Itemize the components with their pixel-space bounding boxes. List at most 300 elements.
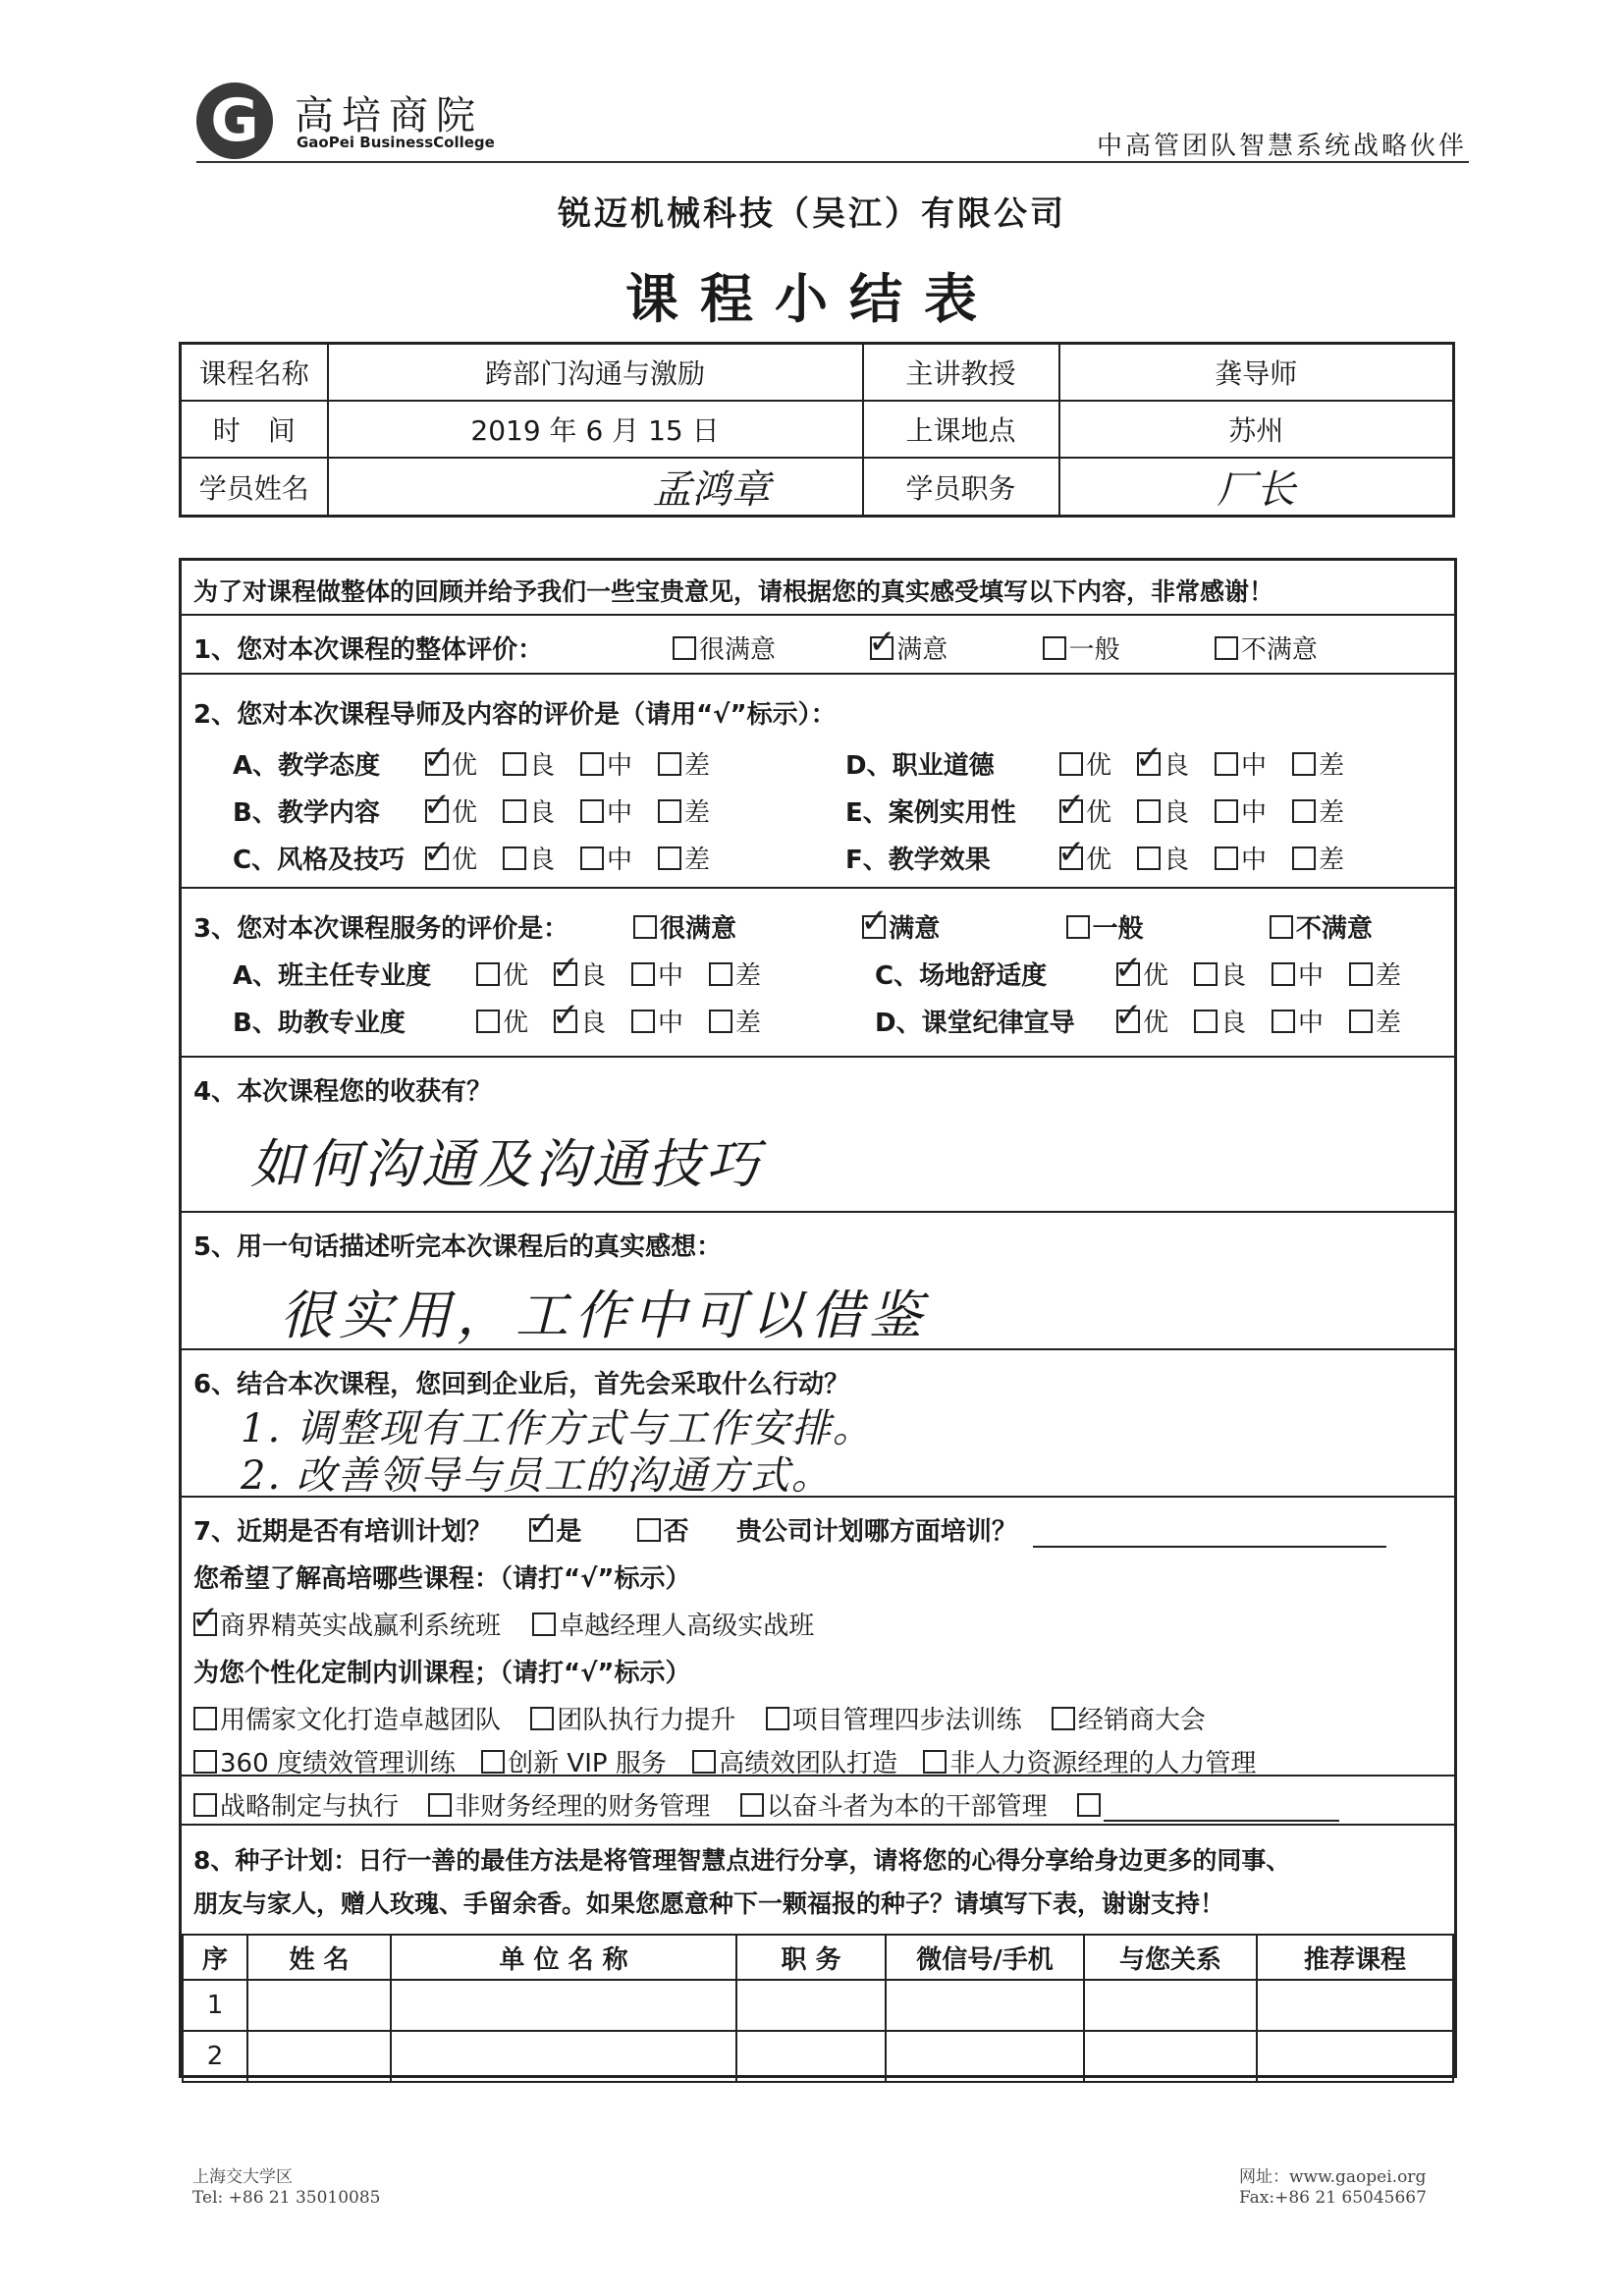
checkbox[interactable]	[1043, 636, 1066, 660]
course-option[interactable]	[532, 1606, 814, 1642]
grade-label: 良	[1220, 1009, 1247, 1038]
survey-form	[179, 558, 1457, 2078]
grade-option[interactable]	[658, 840, 710, 876]
item-label: D、课堂纪律宣导	[875, 1009, 1075, 1038]
teacher-label: 主讲教授	[863, 344, 1059, 402]
q2-item	[845, 745, 1370, 782]
q2-section	[182, 675, 1454, 889]
cell[interactable]	[247, 1980, 391, 2031]
q3-option[interactable]	[862, 908, 940, 945]
cell[interactable]	[1084, 2031, 1257, 2082]
checkbox-checked[interactable]	[554, 962, 577, 986]
grade-option[interactable]	[631, 1003, 683, 1039]
time-label: 时 间	[181, 401, 328, 458]
checkbox[interactable]	[1215, 752, 1238, 776]
place-value[interactable]: 苏州	[1059, 401, 1454, 458]
col-header: 推荐课程	[1257, 1935, 1453, 1980]
option-label: 非财务经理的财务管理	[455, 1792, 711, 1822]
q7-which-blank[interactable]	[1033, 1524, 1386, 1548]
checkbox[interactable]	[1137, 847, 1161, 870]
q2-item	[233, 745, 735, 782]
checkbox[interactable]	[476, 1010, 500, 1033]
checkbox[interactable]	[1137, 799, 1161, 823]
q6-text: 6、结合本次课程，您回到企业后，首先会采取什么行动？	[193, 1370, 850, 1399]
table-row	[181, 458, 1454, 517]
footer-campus: 上海交大学区	[192, 2167, 293, 2187]
name-label: 学员姓名	[181, 458, 328, 517]
checkbox[interactable]	[631, 1010, 655, 1033]
q5-answer[interactable]: 很实用，工作中可以借鉴	[280, 1285, 928, 1346]
item-label: B、教学内容	[233, 798, 380, 828]
option-label: 高绩效团队打造	[719, 1749, 898, 1778]
grade-option[interactable]	[580, 840, 632, 876]
grade-option[interactable]	[503, 793, 555, 829]
checkbox[interactable]	[766, 1707, 789, 1730]
grade-option[interactable]	[580, 745, 632, 782]
q1-section	[182, 616, 1454, 675]
role-value[interactable]: 厂长	[1059, 458, 1454, 517]
table-row	[183, 2031, 1453, 2082]
grade-label: 优	[1086, 846, 1112, 875]
cell[interactable]	[886, 1980, 1084, 2031]
custom-option[interactable]	[193, 1743, 456, 1779]
custom-option-other[interactable]	[1077, 1792, 1339, 1822]
intro-section	[182, 561, 1454, 616]
cell[interactable]	[886, 2031, 1084, 2082]
grade-option[interactable]	[1116, 1003, 1168, 1039]
option-label: 非人力资源经理的人力管理	[949, 1749, 1257, 1778]
header-divider	[196, 161, 1469, 163]
grade-option[interactable]	[1194, 1003, 1246, 1039]
checkbox-checked[interactable]	[1137, 752, 1161, 776]
q3-item	[875, 956, 1427, 992]
grade-label: 优	[503, 1009, 529, 1038]
option-label: 否	[663, 1517, 689, 1547]
checkbox[interactable]	[1349, 962, 1373, 986]
grade-label: 中	[607, 846, 633, 875]
checkbox[interactable]	[658, 799, 681, 823]
custom-option[interactable]	[193, 1700, 501, 1736]
custom-row-3-section	[182, 1777, 1454, 1826]
grade-option[interactable]	[1215, 745, 1267, 782]
checkbox[interactable]	[193, 1793, 217, 1817]
q4-answer[interactable]: 如何沟通及沟通技巧	[250, 1133, 763, 1195]
q4-section	[182, 1058, 1454, 1213]
grade-label: 良	[529, 751, 556, 781]
grade-option[interactable]	[476, 1003, 528, 1039]
grade-label: 差	[735, 961, 762, 991]
page-title: 课程小结表	[625, 268, 999, 330]
grade-option[interactable]	[1059, 840, 1111, 876]
grade-label: 差	[1319, 846, 1345, 875]
option-label: 很满意	[660, 914, 737, 944]
checkbox[interactable]	[580, 847, 604, 870]
checkbox[interactable]	[1292, 752, 1316, 776]
grade-label: 优	[452, 798, 478, 828]
grade-option[interactable]	[709, 1003, 761, 1039]
item-label: C、场地舒适度	[875, 961, 1048, 991]
checkbox[interactable]	[633, 915, 657, 939]
item-label: A、班主任专业度	[233, 961, 432, 991]
checkbox[interactable]	[580, 799, 604, 823]
q5-text: 5、用一句话描述听完本次课程后的真实感想：	[193, 1232, 723, 1262]
grade-label: 中	[658, 961, 684, 991]
q6-answer-1[interactable]: 1. 调整现有工作方式与工作安排。	[241, 1406, 874, 1451]
q1-option[interactable]	[870, 629, 947, 666]
q2-item	[233, 840, 735, 876]
grade-option[interactable]	[1215, 793, 1267, 829]
q8-line-1: 8、种子计划：日行一善的最佳方法是将管理智慧点进行分享，请将您的心得分享给身边更多的同事、	[193, 1846, 1291, 1875]
cell[interactable]	[1257, 2031, 1453, 2082]
place-label: 上课地点	[863, 401, 1059, 458]
q7-want-text: 您希望了解高培哪些课程：（请打“√”标示）	[193, 1564, 691, 1594]
intro-text: 为了对课程做整体的回顾并给予我们一些宝贵意见，请根据您的真实感受填写以下内容，非常感谢！	[193, 577, 1274, 606]
grade-label: 优	[1086, 798, 1112, 828]
checkbox[interactable]	[740, 1793, 764, 1817]
checkbox[interactable]	[503, 847, 526, 870]
grade-option[interactable]	[1215, 840, 1267, 876]
grade-option[interactable]	[1194, 956, 1246, 992]
q7-text: 7、近期是否有培训计划？	[193, 1517, 493, 1547]
option-label: 商界精英实战赢利系统班	[220, 1612, 502, 1641]
q1-option[interactable]	[673, 629, 776, 666]
custom-row-3	[193, 1786, 1375, 1823]
course-value[interactable]: 跨部门沟通与激励	[328, 344, 863, 402]
q2-item	[845, 793, 1370, 829]
grade-label: 中	[607, 751, 633, 781]
grade-option[interactable]	[425, 793, 477, 829]
q3-section	[182, 889, 1454, 1058]
q8-line-2: 朋友与家人，赠人玫瑰、手留余香。如果您愿意种下一颗福报的种子？请填写下表，谢谢支持！	[193, 1889, 1225, 1918]
grade-option[interactable]	[658, 745, 710, 782]
grade-label: 中	[1241, 751, 1268, 781]
cell[interactable]	[391, 2031, 736, 2082]
checkbox[interactable]	[1059, 752, 1083, 776]
checkbox[interactable]	[709, 962, 732, 986]
custom-row-1	[193, 1700, 1241, 1736]
col-header: 微信号/手机	[886, 1935, 1084, 1980]
checkbox-checked[interactable]	[1059, 799, 1083, 823]
item-label: E、案例实用性	[845, 798, 1016, 828]
grade-label: 优	[452, 751, 478, 781]
q7-section	[182, 1498, 1454, 1777]
grade-option[interactable]	[554, 956, 606, 992]
checkbox-checked[interactable]	[862, 915, 886, 939]
time-value[interactable]: 2019 年 6 月 15 日	[328, 401, 863, 458]
grade-option[interactable]	[1137, 840, 1189, 876]
grade-label: 中	[1298, 961, 1325, 991]
grade-label: 差	[1319, 751, 1345, 781]
option-label: 创新 VIP 服务	[508, 1749, 667, 1778]
col-header: 与您关系	[1084, 1935, 1257, 1980]
grade-label: 差	[684, 751, 711, 781]
grade-label: 良	[1164, 846, 1190, 875]
checkbox[interactable]	[1292, 847, 1316, 870]
checkbox[interactable]	[1215, 847, 1238, 870]
grade-option[interactable]	[1137, 793, 1189, 829]
option-label: 经销商大会	[1077, 1706, 1206, 1735]
grade-option[interactable]	[554, 1003, 606, 1039]
custom-option[interactable]	[766, 1700, 1022, 1736]
grade-option[interactable]	[425, 745, 477, 782]
logo-letter: G	[210, 86, 259, 155]
q6-section	[182, 1350, 1454, 1498]
grade-option[interactable]	[1116, 956, 1168, 992]
grade-option[interactable]	[1349, 956, 1401, 992]
teacher-value[interactable]: 龚导师	[1059, 344, 1454, 402]
footer-tel: Tel: +86 21 35010085	[192, 2188, 381, 2208]
q3-option[interactable]	[633, 908, 736, 945]
checkbox[interactable]	[1066, 915, 1090, 939]
custom-option[interactable]	[923, 1743, 1256, 1779]
checkbox[interactable]	[1215, 799, 1238, 823]
checkbox-checked[interactable]	[425, 799, 449, 823]
grade-label: 差	[684, 846, 711, 875]
checkbox[interactable]	[1194, 1010, 1218, 1033]
q7-no[interactable]	[637, 1517, 689, 1547]
q3-item	[233, 1003, 786, 1039]
other-blank[interactable]	[1104, 1798, 1339, 1822]
checkbox-checked[interactable]	[870, 636, 893, 660]
custom-row-2	[193, 1743, 1291, 1779]
checkbox[interactable]	[631, 962, 655, 986]
logo-chinese-name: 高培商院	[295, 93, 483, 138]
checkbox[interactable]	[923, 1750, 947, 1774]
checkbox[interactable]	[1272, 1010, 1295, 1033]
info-table	[179, 342, 1455, 518]
cell[interactable]	[1084, 1980, 1257, 2031]
grade-option[interactable]	[1272, 956, 1324, 992]
q1-options	[673, 629, 1353, 666]
q3-option[interactable]	[1270, 908, 1373, 945]
table-header-row	[183, 1935, 1453, 1980]
option-label: 满意	[896, 635, 948, 665]
checkbox[interactable]	[428, 1793, 452, 1817]
item-label: C、风格及技巧	[233, 846, 406, 875]
grade-label: 优	[452, 846, 478, 875]
cell[interactable]	[736, 1980, 886, 2031]
role-label: 学员职务	[863, 458, 1059, 517]
grade-option[interactable]	[476, 956, 528, 992]
q7-custom-text: 为您个性化定制内训课程；（请打“√”标示）	[193, 1659, 691, 1688]
grade-label: 中	[658, 1009, 684, 1038]
custom-option[interactable]	[481, 1743, 667, 1779]
checkbox[interactable]	[658, 847, 681, 870]
grade-label: 优	[1086, 751, 1112, 781]
footer-fax: Fax:+86 21 65045667	[1239, 2188, 1427, 2208]
col-header: 单 位 名 称	[391, 1935, 736, 1980]
grade-label: 良	[1220, 961, 1247, 991]
grade-option[interactable]	[709, 956, 761, 992]
item-label: F、教学效果	[845, 846, 991, 875]
checkbox[interactable]	[637, 1518, 661, 1542]
q7-yes[interactable]	[529, 1517, 581, 1547]
grade-option[interactable]	[1059, 793, 1111, 829]
q3-item	[233, 956, 786, 992]
checkbox[interactable]	[1215, 636, 1238, 660]
checkbox[interactable]	[692, 1750, 716, 1774]
grade-option[interactable]	[1292, 745, 1344, 782]
referral-table	[182, 1934, 1454, 2083]
grade-option[interactable]	[1292, 793, 1344, 829]
checkbox[interactable]	[709, 1010, 732, 1033]
checkbox-checked[interactable]	[554, 1010, 577, 1033]
q8-section	[182, 1826, 1454, 1934]
name-value[interactable]: 孟鸿章	[328, 458, 863, 517]
grade-option[interactable]	[1137, 745, 1189, 782]
q1-text: 1、您对本次课程的整体评价：	[193, 635, 544, 665]
option-label: 一般	[1092, 914, 1144, 944]
checkbox[interactable]	[673, 636, 696, 660]
checkbox-checked[interactable]	[193, 1613, 217, 1636]
grade-label: 优	[1143, 961, 1169, 991]
checkbox-checked[interactable]	[425, 847, 449, 870]
grade-option[interactable]	[1292, 840, 1344, 876]
grade-label: 中	[1241, 846, 1268, 875]
option-label: 是	[556, 1517, 582, 1547]
checkbox[interactable]	[1077, 1793, 1101, 1817]
option-label: 用儒家文化打造卓越团队	[220, 1706, 502, 1735]
checkbox-checked[interactable]	[1116, 1010, 1140, 1033]
custom-option[interactable]	[530, 1700, 735, 1736]
custom-option[interactable]	[740, 1786, 1048, 1823]
grade-label: 中	[1241, 798, 1268, 828]
checkbox[interactable]	[580, 752, 604, 776]
grade-label: 良	[1164, 751, 1190, 781]
course-label: 课程名称	[181, 344, 328, 402]
logo-english-name: GaoPei BusinessCollege	[297, 134, 495, 151]
row-number: 2	[183, 2031, 247, 2082]
q3-text: 3、您对本次课程服务的评价是：	[193, 914, 569, 944]
table-row	[183, 1980, 1453, 2031]
col-header: 职 务	[736, 1935, 886, 1980]
option-label: 以奋斗者为本的干部管理	[766, 1792, 1048, 1822]
grade-label: 良	[529, 798, 556, 828]
grade-label: 良	[529, 846, 556, 875]
custom-option[interactable]	[1052, 1700, 1206, 1736]
course-option[interactable]	[193, 1606, 501, 1642]
col-header: 序	[183, 1935, 247, 1980]
cell[interactable]	[247, 2031, 391, 2082]
grade-option[interactable]	[503, 840, 555, 876]
checkbox[interactable]	[503, 799, 526, 823]
cell[interactable]	[1257, 1980, 1453, 2031]
checkbox[interactable]	[193, 1750, 217, 1774]
q7-which-text: 贵公司计划哪方面培训？	[735, 1517, 1017, 1547]
cell[interactable]	[391, 1980, 736, 2031]
table-row	[181, 401, 1454, 458]
checkbox[interactable]	[530, 1707, 554, 1730]
grade-option[interactable]	[631, 956, 683, 992]
table-row	[181, 344, 1454, 402]
grade-option[interactable]	[425, 840, 477, 876]
checkbox-checked[interactable]	[529, 1518, 553, 1542]
option-label: 很满意	[699, 635, 777, 665]
company-name: 锐迈机械科技（吴江）有限公司	[558, 194, 1066, 234]
custom-option[interactable]	[193, 1786, 399, 1823]
q3-option[interactable]	[1066, 908, 1144, 945]
checkbox-checked[interactable]	[425, 752, 449, 776]
grade-option[interactable]	[503, 745, 555, 782]
checkbox[interactable]	[476, 962, 500, 986]
q7-line	[193, 1511, 1386, 1548]
checkbox[interactable]	[532, 1613, 556, 1636]
grade-label: 优	[1143, 1009, 1169, 1038]
grade-option[interactable]	[580, 793, 632, 829]
checkbox[interactable]	[1272, 962, 1295, 986]
q1-option[interactable]	[1215, 629, 1318, 666]
col-header: 姓 名	[247, 1935, 391, 1980]
option-label: 战略制定与执行	[220, 1792, 400, 1822]
q3-options	[633, 908, 1408, 945]
grade-label: 中	[1298, 1009, 1325, 1038]
option-label: 不满意	[1295, 914, 1373, 944]
option-label: 一般	[1068, 635, 1120, 665]
grade-label: 良	[580, 961, 607, 991]
q7-courses	[193, 1606, 849, 1642]
checkbox[interactable]	[193, 1707, 217, 1730]
logo	[196, 82, 560, 159]
checkbox[interactable]	[1292, 799, 1316, 823]
grade-label: 优	[503, 961, 529, 991]
checkbox[interactable]	[1052, 1707, 1075, 1730]
checkbox[interactable]	[503, 752, 526, 776]
grade-option[interactable]	[1349, 1003, 1401, 1039]
q4-text: 4、本次课程您的收获有？	[193, 1077, 493, 1107]
grade-label: 差	[1319, 798, 1345, 828]
grade-label: 差	[684, 798, 711, 828]
item-label: B、助教专业度	[233, 1009, 406, 1038]
q6-answer-2[interactable]: 2. 改善领导与员工的沟通方式。	[241, 1453, 833, 1499]
grade-label: 中	[607, 798, 633, 828]
q1-option[interactable]	[1043, 629, 1120, 666]
checkbox[interactable]	[1270, 915, 1293, 939]
custom-option[interactable]	[692, 1743, 897, 1779]
grade-label: 良	[580, 1009, 607, 1038]
option-label: 团队执行力提升	[557, 1706, 736, 1735]
q2-item	[233, 793, 735, 829]
cell[interactable]	[736, 2031, 886, 2082]
checkbox[interactable]	[1349, 1010, 1373, 1033]
checkbox[interactable]	[658, 752, 681, 776]
row-number: 1	[183, 1980, 247, 2031]
grade-option[interactable]	[1059, 745, 1111, 782]
checkbox[interactable]	[481, 1750, 505, 1774]
grade-label: 差	[1376, 961, 1402, 991]
q5-section	[182, 1213, 1454, 1350]
footer-website[interactable]: 网址：www.gaopei.org	[1239, 2167, 1427, 2187]
slogan: 中高管团队智慧系统战略伙伴	[1096, 132, 1467, 161]
checkbox[interactable]	[1194, 962, 1218, 986]
grade-label: 差	[735, 1009, 762, 1038]
q3-item	[875, 1003, 1427, 1039]
option-label: 满意	[889, 914, 941, 944]
item-label: A、教学态度	[233, 751, 381, 781]
option-label: 项目管理四步法训练	[791, 1706, 1022, 1735]
grade-label: 良	[1164, 798, 1190, 828]
option-label: 不满意	[1240, 635, 1318, 665]
checkbox-checked[interactable]	[1116, 962, 1140, 986]
grade-option[interactable]	[658, 793, 710, 829]
custom-option[interactable]	[428, 1786, 710, 1823]
grade-label: 差	[1376, 1009, 1402, 1038]
checkbox-checked[interactable]	[1059, 847, 1083, 870]
q2-item	[845, 840, 1370, 876]
q2-text: 2、您对本次课程导师及内容的评价是（请用“√”标示）：	[193, 700, 837, 730]
option-label: 卓越经理人高级实战班	[559, 1612, 815, 1641]
item-label: D、职业道德	[845, 751, 995, 781]
grade-option[interactable]	[1272, 1003, 1324, 1039]
